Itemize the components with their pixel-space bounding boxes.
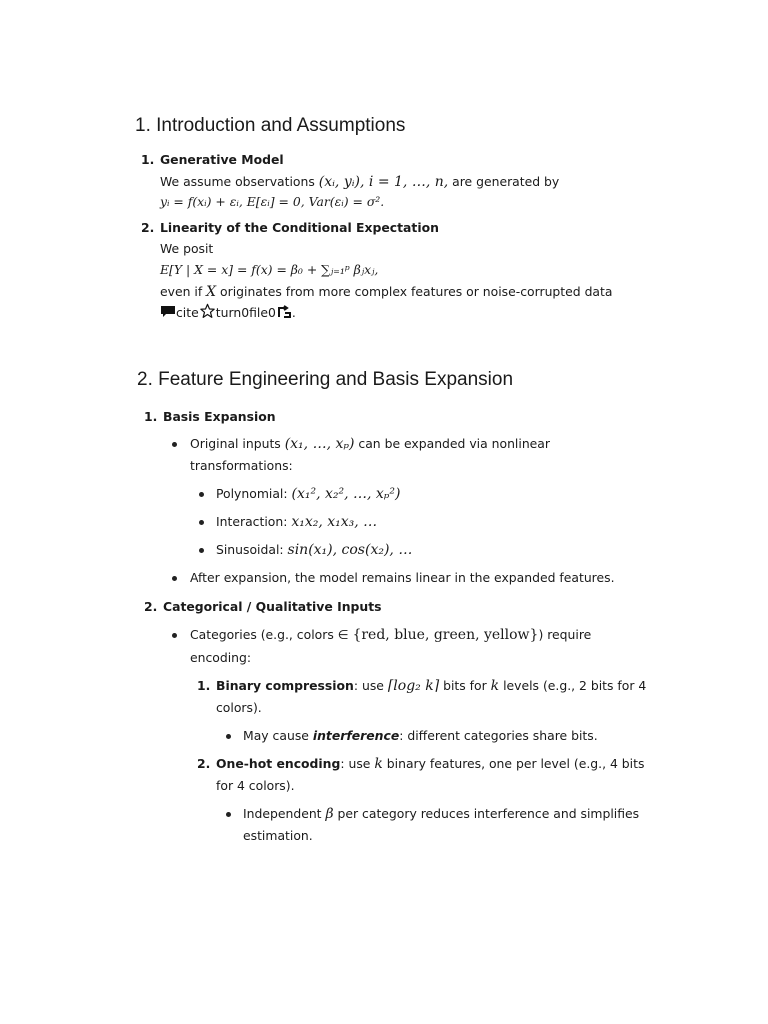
bullet-interference (243, 727, 598, 745)
math-observations: (xᵢ, yᵢ), i = 1, …, n, (318, 174, 449, 190)
text: Categories (e.g., colors ∈ (190, 627, 353, 642)
binary-compression-cont: colors). (216, 700, 262, 715)
paragraph-observations (160, 173, 559, 191)
text: can be expanded via nonlinear (354, 436, 550, 451)
bullet-original-inputs (190, 435, 550, 453)
bullet-dot (199, 492, 204, 497)
math-model-equation: yᵢ = f(xᵢ) + εᵢ, E[εᵢ] = 0, Var(εᵢ) = σ². (160, 194, 385, 209)
text: Independent (243, 806, 326, 821)
paragraph-even-if (160, 283, 612, 301)
text: even if (160, 284, 207, 299)
item-number: 2. (141, 220, 155, 235)
math-log: ⌈log₂ k⌉ (387, 678, 440, 694)
one-hot-encoding-cont: for 4 colors). (216, 778, 295, 793)
math-color-set: {red, blue, green, yellow} (352, 627, 539, 643)
one-hot-encoding-line (216, 755, 644, 773)
text: : different categories share bits. (399, 728, 598, 743)
item-number: 1. (141, 152, 155, 167)
term-binary-compression: Binary compression (216, 678, 354, 693)
sub-bullet-sinusoidal (216, 541, 412, 559)
paragraph-we-posit: We posit (160, 241, 214, 256)
bullet-dot (226, 812, 231, 817)
math-interaction: x₁x₂, x₁x₃, … (291, 514, 378, 530)
text: We assume observations (160, 174, 319, 189)
sub-bullet-polynomial (216, 485, 400, 503)
bullet-dot (199, 520, 204, 525)
math-inputs: (x₁, …, xₚ) (284, 436, 355, 452)
bullet-categories-cont: encoding: (190, 650, 252, 665)
math-k: k (490, 678, 500, 694)
text: bits for (439, 678, 491, 693)
text: are generated by (448, 174, 560, 189)
text: Interaction: (216, 514, 292, 529)
bullet-after-expansion: After expansion, the model remains linear in the expanded features. (190, 570, 615, 585)
bullet-independent-beta-cont: estimation. (243, 828, 313, 843)
bullet-original-inputs-cont: transformations: (190, 458, 293, 473)
item-number: 1. (144, 409, 158, 424)
section-2-title: 2. Feature Engineering and Basis Expansion (137, 369, 514, 390)
term-one-hot-encoding: One-hot encoding (216, 756, 341, 771)
text: : use (353, 678, 388, 693)
text: ) require (538, 627, 592, 642)
bullet-independent-beta (243, 805, 639, 823)
text: Polynomial: (216, 486, 292, 501)
citation-ref: turn0file0 (215, 305, 276, 320)
term-interference: interference (312, 728, 400, 743)
text: Sinusoidal: (216, 542, 288, 557)
bullet-dot (226, 734, 231, 739)
sub-bullet-interaction (216, 513, 377, 531)
math-conditional-expectation: E[Y | X = x] = f(x) = β₀ + ∑ⱼ₌₁ᵖ βⱼxⱼ, (160, 262, 379, 277)
item-heading-basis-expansion: Basis Expansion (163, 409, 276, 424)
math-polynomial: (x₁², x₂², …, xₚ²) (291, 486, 401, 502)
math-k: k (374, 756, 383, 772)
item-heading-generative-model: Generative Model (160, 152, 284, 167)
item-heading-linearity: Linearity of the Conditional Expectation (160, 220, 439, 235)
star-icon (199, 303, 216, 324)
bullet-dot (172, 442, 177, 447)
binary-compression-line (216, 677, 646, 695)
math-x: X (206, 284, 217, 300)
text: May cause (243, 728, 313, 743)
text: originates from more complex features or noise-corrupted data (216, 284, 613, 299)
text: : use (340, 756, 375, 771)
item-number: 1. (197, 678, 211, 693)
citation-label: cite (176, 305, 199, 320)
math-sinusoidal: sin(x₁), cos(x₂), … (287, 542, 413, 558)
bullet-dot (172, 633, 177, 638)
citation-line (160, 303, 296, 324)
text: binary features, one per level (e.g., 4 bits (382, 756, 645, 771)
speech-bubble-icon (160, 305, 176, 323)
text: per category reduces interference and simplifies (333, 806, 640, 821)
citation-period: . (291, 305, 296, 320)
bullet-dot (199, 548, 204, 553)
bullet-categories (190, 626, 591, 644)
text: levels (e.g., 2 bits for 4 (499, 678, 647, 693)
item-number: 2. (144, 599, 158, 614)
bullet-dot (172, 576, 177, 581)
section-1-title: 1. Introduction and Assumptions (135, 115, 406, 136)
return-arrow-icon (276, 305, 292, 323)
text: Original inputs (190, 436, 285, 451)
item-heading-categorical: Categorical / Qualitative Inputs (163, 599, 382, 614)
math-beta: β (325, 806, 334, 822)
item-number: 2. (197, 756, 211, 771)
